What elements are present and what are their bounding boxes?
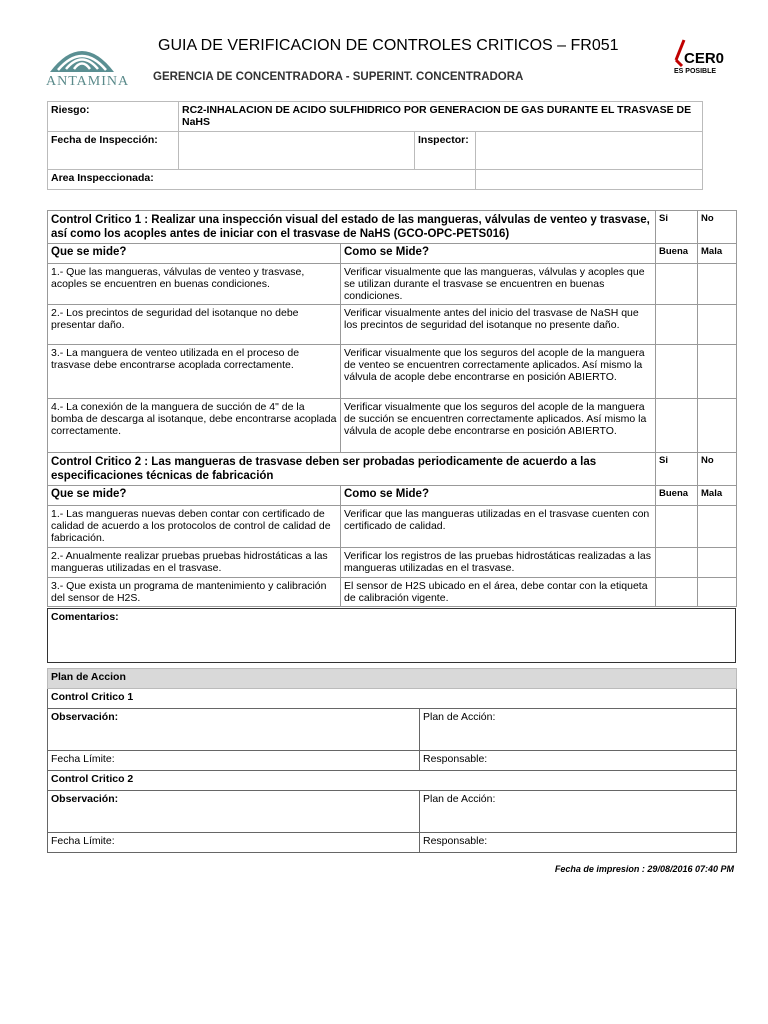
- cc2-row2-como: Verificar los registros de las pruebas hidrostáticas realizadas a las mangueras utilizadas en el trasvase.: [341, 548, 656, 578]
- cc2-row3-que: 3.- Que exista un programa de mantenimiento y calibración del sensor de H2S.: [48, 578, 341, 607]
- plan-cc2-observacion-field[interactable]: [48, 791, 420, 833]
- cc1-row2-que: 2.- Los precintos de seguridad del isotanque no debe presentar daño.: [48, 305, 341, 345]
- table-row: [48, 578, 737, 607]
- cc1-como-header: Como se Mide?: [341, 244, 656, 264]
- cc2-title: Control Critico 2 : Las mangueras de trasvase deben ser probadas periodicamente de acuerdo a las especificaciones técnicas de fabricación: [48, 453, 656, 486]
- plan-cc1-plan-accion-field[interactable]: [420, 709, 737, 751]
- cc2-si-header: Si: [656, 453, 698, 486]
- table-row: [48, 345, 737, 399]
- plan-cc2-fecha-limite-label: Fecha Límite:: [51, 835, 115, 847]
- plan-accion-title: Plan de Accion: [48, 669, 737, 689]
- cero-tagline: ES POSIBLE: [674, 68, 717, 75]
- cc1-row2-buena-cell[interactable]: [656, 305, 698, 345]
- plan-cc2-observacion-label: Observación:: [51, 793, 119, 805]
- cc1-mala-header: Mala: [698, 244, 737, 264]
- area-inspeccionada-label: Area Inspeccionada:: [48, 170, 476, 190]
- logo-text: ANTAMINA: [46, 74, 130, 89]
- cc2-como-header: Como se Mide?: [341, 486, 656, 506]
- cc2-buena-header: Buena: [656, 486, 698, 506]
- cc2-row3-buena-cell[interactable]: [656, 578, 698, 607]
- cc2-row1-como: Verificar que las mangueras utilizadas en el trasvase cuenten con certificado de calidad.: [341, 506, 656, 548]
- cc1-row4-mala-cell[interactable]: [698, 399, 737, 453]
- cc1-no-header: No: [698, 211, 737, 244]
- plan-accion-table: [47, 668, 737, 853]
- plan-cc2-responsable-label: Responsable:: [423, 835, 488, 847]
- cc1-row2-mala-cell[interactable]: [698, 305, 737, 345]
- plan-cc2-title: Control Critico 2: [48, 771, 737, 791]
- inspector-label: Inspector:: [415, 132, 476, 170]
- page-subtitle: GERENCIA DE CONCENTRADORA - SUPERINT. CONCENTRADORA: [153, 71, 524, 83]
- cc2-row2-que: 2.- Anualmente realizar pruebas pruebas hidrostáticas a las mangueras utilizadas en el trasvase.: [48, 548, 341, 578]
- plan-cc1-plan-accion-label: Plan de Acción:: [423, 711, 496, 723]
- plan-cc1-observacion-field[interactable]: [48, 709, 420, 751]
- cc1-row3-buena-cell[interactable]: [656, 345, 698, 399]
- cc1-si-header: Si: [656, 211, 698, 244]
- cc2-row1-que: 1.- Las mangueras nuevas deben contar con certificado de calidad de acuerdo a los protocolos de control de calidad de fabricación.: [48, 506, 341, 548]
- cc2-row2-buena-cell[interactable]: [656, 548, 698, 578]
- table-row: [48, 305, 737, 345]
- area-inspeccionada-field[interactable]: [476, 170, 703, 190]
- critical-controls-table: [47, 210, 737, 607]
- plan-cc1-responsable-label: Responsable:: [423, 753, 488, 765]
- inspection-info-table: [47, 101, 703, 190]
- cc1-row3-como: Verificar visualmente que los seguros del acople de la manguera de venteo se encuentren correctamente aplicados. Así mismo la válvula de acople debe encontrarse en posición ABIERTO.: [341, 345, 656, 399]
- cc1-row1-mala-cell[interactable]: [698, 264, 737, 305]
- print-date: Fecha de impresion : 29/08/2016 07:40 PM: [554, 864, 734, 874]
- plan-cc2-responsable-field[interactable]: [420, 833, 737, 853]
- cc1-que-header: Que se mide?: [48, 244, 341, 264]
- cc1-row4-que: 4.- La conexión de la manguera de succión de 4" de la bomba de descarga al isotanque, debe encontrarse acoplada correctamente.: [48, 399, 341, 453]
- table-row: [48, 264, 737, 305]
- plan-cc1-title: Control Critico 1: [48, 689, 737, 709]
- plan-cc2-fecha-limite-field[interactable]: [48, 833, 420, 853]
- fecha-inspeccion-field[interactable]: [179, 132, 415, 170]
- page-title: GUIA DE VERIFICACION DE CONTROLES CRITICOS – FR051: [158, 37, 619, 54]
- cc2-que-header: Que se mide?: [48, 486, 341, 506]
- cc1-row4-buena-cell[interactable]: [656, 399, 698, 453]
- cc1-row3-que: 3.- La manguera de venteo utilizada en el proceso de trasvase debe encontrarse acoplada correctamente.: [48, 345, 341, 399]
- riesgo-label: Riesgo:: [48, 102, 179, 132]
- cc2-no-header: No: [698, 453, 737, 486]
- riesgo-value: RC2-INHALACION DE ACIDO SULFHIDRICO POR GENERACION DE GAS DURANTE EL TRASVASE DE NaHS: [179, 102, 703, 132]
- cc1-row2-como: Verificar visualmente antes del inicio del trasvase de NaSH que los precintos de seguridad del isotanque no presente daño.: [341, 305, 656, 345]
- plan-cc1-fecha-limite-field[interactable]: [48, 751, 420, 771]
- cc2-row3-como: El sensor de H2S ubicado en el área, debe contar con la etiqueta de calibración vigente.: [341, 578, 656, 607]
- cc1-row4-como: Verificar visualmente que los seguros del acople de la manguera de succión se encuentren correctamente aplicados. Así mismo la válvula de acople debe encontrarse en posición ABIERTO.: [341, 399, 656, 453]
- cero-logo-text: CER0: [684, 50, 725, 67]
- plan-cc1-responsable-field[interactable]: [420, 751, 737, 771]
- comentarios-box[interactable]: [47, 608, 736, 663]
- plan-cc2-plan-accion-field[interactable]: [420, 791, 737, 833]
- cc2-row2-mala-cell[interactable]: [698, 548, 737, 578]
- cc1-row1-buena-cell[interactable]: [656, 264, 698, 305]
- table-row: [48, 506, 737, 548]
- cc1-title: Control Critico 1 : Realizar una inspección visual del estado de las mangueras, válvulas de venteo y trasvase, así como los acoples antes de iniciar con el trasvase de NaHS (GCO-OPC-PETS016): [48, 211, 656, 244]
- cc2-row1-buena-cell[interactable]: [656, 506, 698, 548]
- table-row: [48, 399, 737, 453]
- plan-cc1-fecha-limite-label: Fecha Límite:: [51, 753, 115, 765]
- cc1-row1-que: 1.- Que las mangueras, válvulas de venteo y trasvase, acoples se encuentren en buenas condiciones.: [48, 264, 341, 305]
- cc2-row3-mala-cell[interactable]: [698, 578, 737, 607]
- table-row: [48, 548, 737, 578]
- plan-cc2-plan-accion-label: Plan de Acción:: [423, 793, 496, 805]
- cc1-row3-mala-cell[interactable]: [698, 345, 737, 399]
- fecha-inspeccion-label: Fecha de Inspección:: [48, 132, 179, 170]
- cc2-row1-mala-cell[interactable]: [698, 506, 737, 548]
- comentarios-label: Comentarios:: [48, 609, 736, 663]
- cc1-row1-como: Verificar visualmente que las mangueras, válvulas y acoples que se utilizan durante el trasvase se encuentren en buenas condiciones.: [341, 264, 656, 305]
- inspector-field[interactable]: [476, 132, 703, 170]
- plan-cc1-observacion-label: Observación:: [51, 711, 119, 723]
- cc2-mala-header: Mala: [698, 486, 737, 506]
- cc1-buena-header: Buena: [656, 244, 698, 264]
